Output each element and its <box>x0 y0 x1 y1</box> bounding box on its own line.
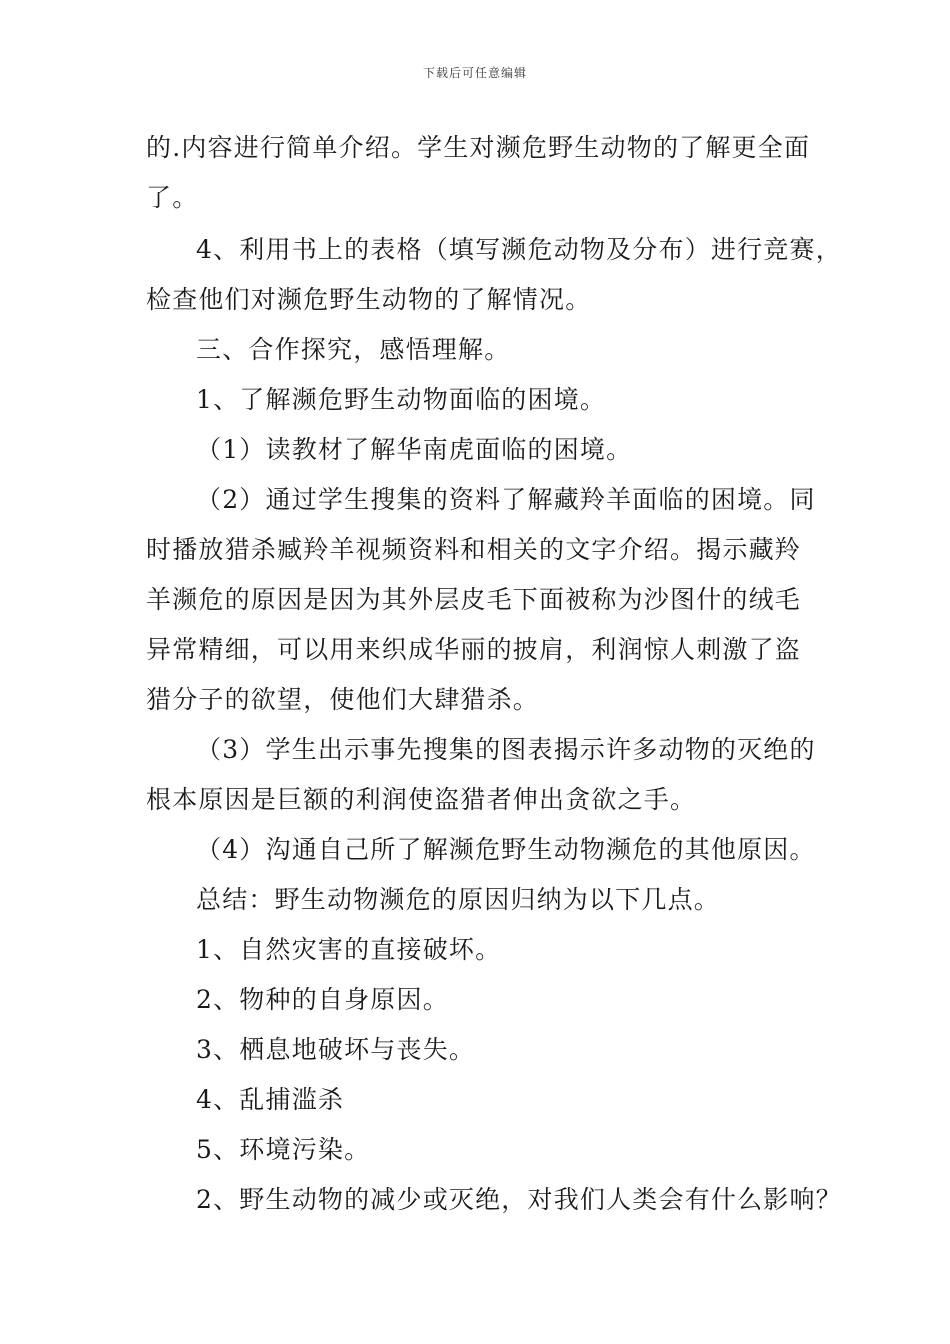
list-item: 4、乱捕滥杀 <box>196 1085 345 1114</box>
summary-line: 总结：野生动物濒危的原因归纳为以下几点。 <box>196 885 721 914</box>
list-item: 3、栖息地破坏与丧失。 <box>196 1035 476 1064</box>
list-item: 2、野生动物的减少或灭绝，对我们人类会有什么影响？ <box>196 1185 842 1214</box>
paragraph-line: 根本原因是巨额的利润使盗猎者伸出贪欲之手。 <box>146 785 697 814</box>
list-item: （4）沟通自己所了解濒危野生动物濒危的其他原因。 <box>196 835 816 864</box>
paragraph-line: 的.内容进行简单介绍。学生对濒危野生动物的了解更全面 <box>146 133 811 162</box>
page-header: 下载后可任意编辑 <box>422 66 527 80</box>
list-item: 1、了解濒危野生动物面临的困境。 <box>196 385 607 414</box>
list-item: （2）通过学生搜集的资料了解藏羚羊面临的困境。同 <box>196 485 816 514</box>
list-item: （1）读教材了解华南虎面临的困境。 <box>196 435 633 464</box>
list-item: 2、物种的自身原因。 <box>196 985 449 1014</box>
paragraph-line: 了。 <box>146 183 199 212</box>
paragraph-line: 异常精细，可以用来织成华丽的披肩，利润惊人刺激了盗 <box>146 635 802 664</box>
list-item: 5、环境污染。 <box>196 1135 371 1164</box>
list-item: （3）学生出示事先搜集的图表揭示许多动物的灭绝的 <box>196 735 816 764</box>
section-heading: 三、合作探究，感悟理解。 <box>196 335 511 364</box>
paragraph-line: 羊濒危的原因是因为其外层皮毛下面被称为沙图什的绒毛 <box>146 585 802 614</box>
paragraph-line: 检查他们对濒危野生动物的了解情况。 <box>146 285 592 314</box>
list-item: 1、自然灾害的直接破坏。 <box>196 935 502 964</box>
paragraph-line: 4、利用书上的表格（填写濒危动物及分布）进行竞赛， <box>196 235 842 264</box>
paragraph-line: 猎分子的欲望，使他们大肆猎杀。 <box>146 685 540 714</box>
paragraph-line: 时播放猎杀臧羚羊视频资料和相关的文字介绍。揭示藏羚 <box>146 535 802 564</box>
